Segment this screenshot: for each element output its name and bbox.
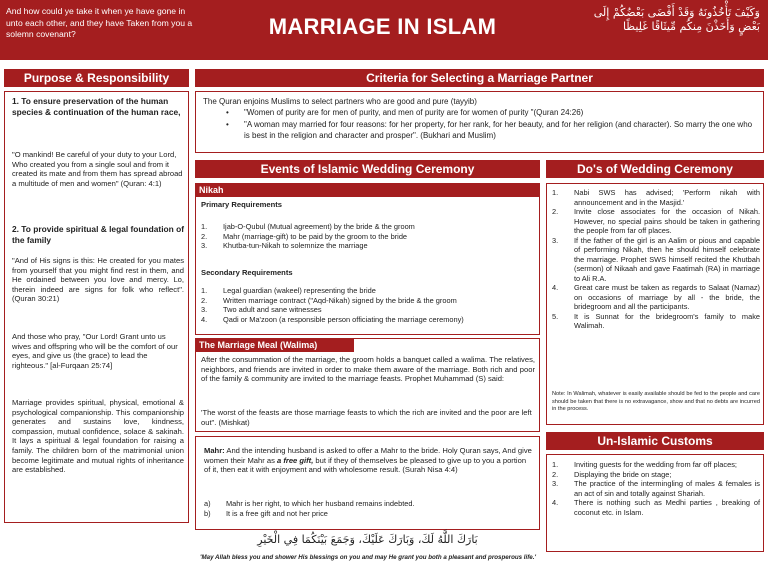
mahr-points xyxy=(204,499,534,518)
secondary-requirements-label: Secondary Requirements xyxy=(201,268,293,277)
list-item: 5. It is Sunnat for the bridegroom's family to make Walimah. xyxy=(552,311,760,330)
purpose-point-1: 1. To ensure preservation of the human species & continuation of the human race, xyxy=(12,96,181,117)
dos-heading: Do's of Wedding Ceremony xyxy=(546,160,764,178)
list-item: 4. Great care must be taken as regards to Salaat (Namaz) on occasions of marriage by all - the bride, the bridegroom and all the participants. xyxy=(552,283,760,311)
purpose-point-2: 2. To provide spiritual & legal foundation of the family xyxy=(12,224,185,245)
nikah-panel xyxy=(195,183,540,335)
blessing-english: 'May Allah bless you and shower His blessings on you and may He grant you both a pleasant and prosperous life.' xyxy=(200,554,536,561)
walima-quote: 'The worst of the feasts are those marriage feasts to which the rich are invited and the poor are left out". (Mishkat) xyxy=(201,408,532,427)
list-item: 3. If the father of the girl is an Aalim or pious and capable of performing Nikah, then he should himself celebrate the marriage. Prophet SWS himself recited the Khutbah (sermon) of Nikaah and gave Faatimah (RA) in marriage to Ali R.A. xyxy=(552,235,760,283)
walima-label: The Marriage Meal (Walima) xyxy=(196,339,354,352)
list-item: 2. Written marriage contract ("Aqd-Nikah) signed by the bride & the groom xyxy=(201,295,457,305)
primary-requirements-list xyxy=(201,222,536,251)
list-item: 3. The practice of the intermingling of males & females is an act of sin and totally against Shariah. xyxy=(552,479,760,498)
list-item: 1. Nabi SWS has advised; 'Perform nikah with announcement and in the Masjid.' xyxy=(552,188,760,207)
list-item: a) Mahr is her right, to which her husband remains indebted. xyxy=(204,499,415,508)
purpose-heading: Purpose & Responsibility xyxy=(4,69,189,87)
mahr-panel xyxy=(195,436,540,530)
purpose-panel xyxy=(4,91,189,523)
dos-note: Note: In Walimah, whatever is easily available should be fed to the people and care should be taken that there is no extravagance, show and that no debts are incurred in the process. xyxy=(552,391,760,413)
list-item: 1. Ijab-O-Qubul (Mutual agreement) by the bride & the groom xyxy=(201,222,415,231)
list-item: 4. There is nothing such as Medhi parties , breaking of coconut etc. in Islam. xyxy=(552,498,760,517)
purpose-summary: Marriage provides spiritual, physical, emotional & psychological companionship. This companionship generates and sustains love, kindness, compassion, mutual confidence, solace & sakinah. It lays a spiritual & legal foundation for raising a family. The children born of the matrimonial union become legitimate and mutual rights of inheritance are established. xyxy=(12,398,184,475)
header-quote: And how could ye take it when ye have gone in unto each other, and they have Taken from you a solemn covenant? xyxy=(6,6,193,39)
unislamic-panel xyxy=(546,454,764,552)
dos-panel xyxy=(546,183,764,425)
unislamic-heading: Un-Islamic Customs xyxy=(546,432,764,450)
walima-text: After the consummation of the marriage, the groom holds a banquet called a walima. The relatives, neighbors, and friends are invited in order to make them aware of the marriage. Both rich and poor of the family & community are invited to the marriage feasts. Prophet Muhammad (S) said: xyxy=(201,355,535,384)
secondary-requirements-list xyxy=(201,286,536,324)
criteria-heading: Criteria for Selecting a Marriage Partner xyxy=(195,69,764,87)
criteria-intro: The Quran enjoins Muslims to select partners who are good and pure (tayyib) xyxy=(203,97,477,106)
blessing-arabic: بَارَكَ اللَّهُ لَكَ، وَبَارَكَ عَلَيْكَ، وَجَمَعَ بَيْنَكُمَا فِي الْخَيْرِ xyxy=(257,533,478,546)
list-item: b) It is a free gift and not her price xyxy=(204,508,328,518)
list-item: 4. Qadi or Ma'zoon (a responsible person officiating the marriage ceremony) xyxy=(201,314,464,324)
list-item: 3. Khutba-tun-Nikah to solemnize the marriage xyxy=(201,241,368,250)
purpose-quote-2: "And of His signs is this: He created for you mates from yourself that you might find rest in them, and He ordained between you love and mercy. Lo, therein indeed are signs for folk who reflect". (Quran 30:21) xyxy=(12,256,184,304)
purpose-quote-1: "O mankind! Be careful of your duty to your Lord, Who created you from a single soul and from it created its mate and from them has spread abroad a multitude of men and women" (Quran: 4:1) xyxy=(12,150,183,188)
criteria-bullet-icon-2: • xyxy=(226,120,229,129)
list-item: 2. Invite close associates for the occasion of Nikah. However, no special pains should be taken in gathering the people from far off places. xyxy=(552,207,760,235)
mahr-text: Mahr: And the intending husband is asked to offer a Mahr to the bride. Holy Quran says, And give women their Mahr as a free gift, but if they of themselves be pleased to give up to you a portion of it, then eat it with enjoyment and with wholesome result. (Surah Nisa 4:4) xyxy=(204,446,532,475)
criteria-bullet-1: "Women of purity are for men of purity, and men of purity are for women of purity "(Quran 24:26) xyxy=(244,108,584,117)
header-arabic-verse: وَكَيْفَ تَأْخُذُونَهُ وَقَدْ أَفْضَى بَعْضُكُمْ إِلَى بَعْضٍ وَأَخَذْنَ مِنكُم مِّيثَاقًا غَلِيظًا xyxy=(593,6,760,33)
primary-requirements-label: Primary Requirements xyxy=(201,200,283,209)
list-item: 3. Two adult and sane witnesses xyxy=(201,305,322,314)
unislamic-list xyxy=(552,460,760,517)
header-banner xyxy=(0,0,768,60)
page-title: MARRIAGE IN ISLAM xyxy=(268,14,497,39)
nikah-label: Nikah xyxy=(196,184,539,197)
criteria-bullet-2: "A woman may married for four reasons: for her property, for her rank, for her beauty, and for her religion (and character). So marry the one who is best in the religion and character and prosper". (Bukhari and Muslim) xyxy=(244,120,753,140)
purpose-quote-3: And those who pray, "Our Lord! Grant unto us wives and offspring who will be the comfort of our eyes, and give us (the grace) to lead the righteous." [al-Furqaan 25:74] xyxy=(12,332,178,370)
list-item: 1. Legal guardian (wakeel) representing the bride xyxy=(201,286,376,295)
criteria-bullet-icon-1: • xyxy=(226,108,229,117)
list-item: 1. Inviting guests for the wedding from far off places; xyxy=(552,460,737,469)
walima-panel xyxy=(195,338,540,432)
dos-list xyxy=(552,188,760,331)
events-heading: Events of Islamic Wedding Ceremony xyxy=(195,160,540,178)
criteria-panel xyxy=(195,91,764,153)
list-item: 2. Mahr (marriage-gift) to be paid by the groom to the bride xyxy=(201,231,408,241)
list-item: 2. Displaying the bride on stage; xyxy=(552,469,672,479)
